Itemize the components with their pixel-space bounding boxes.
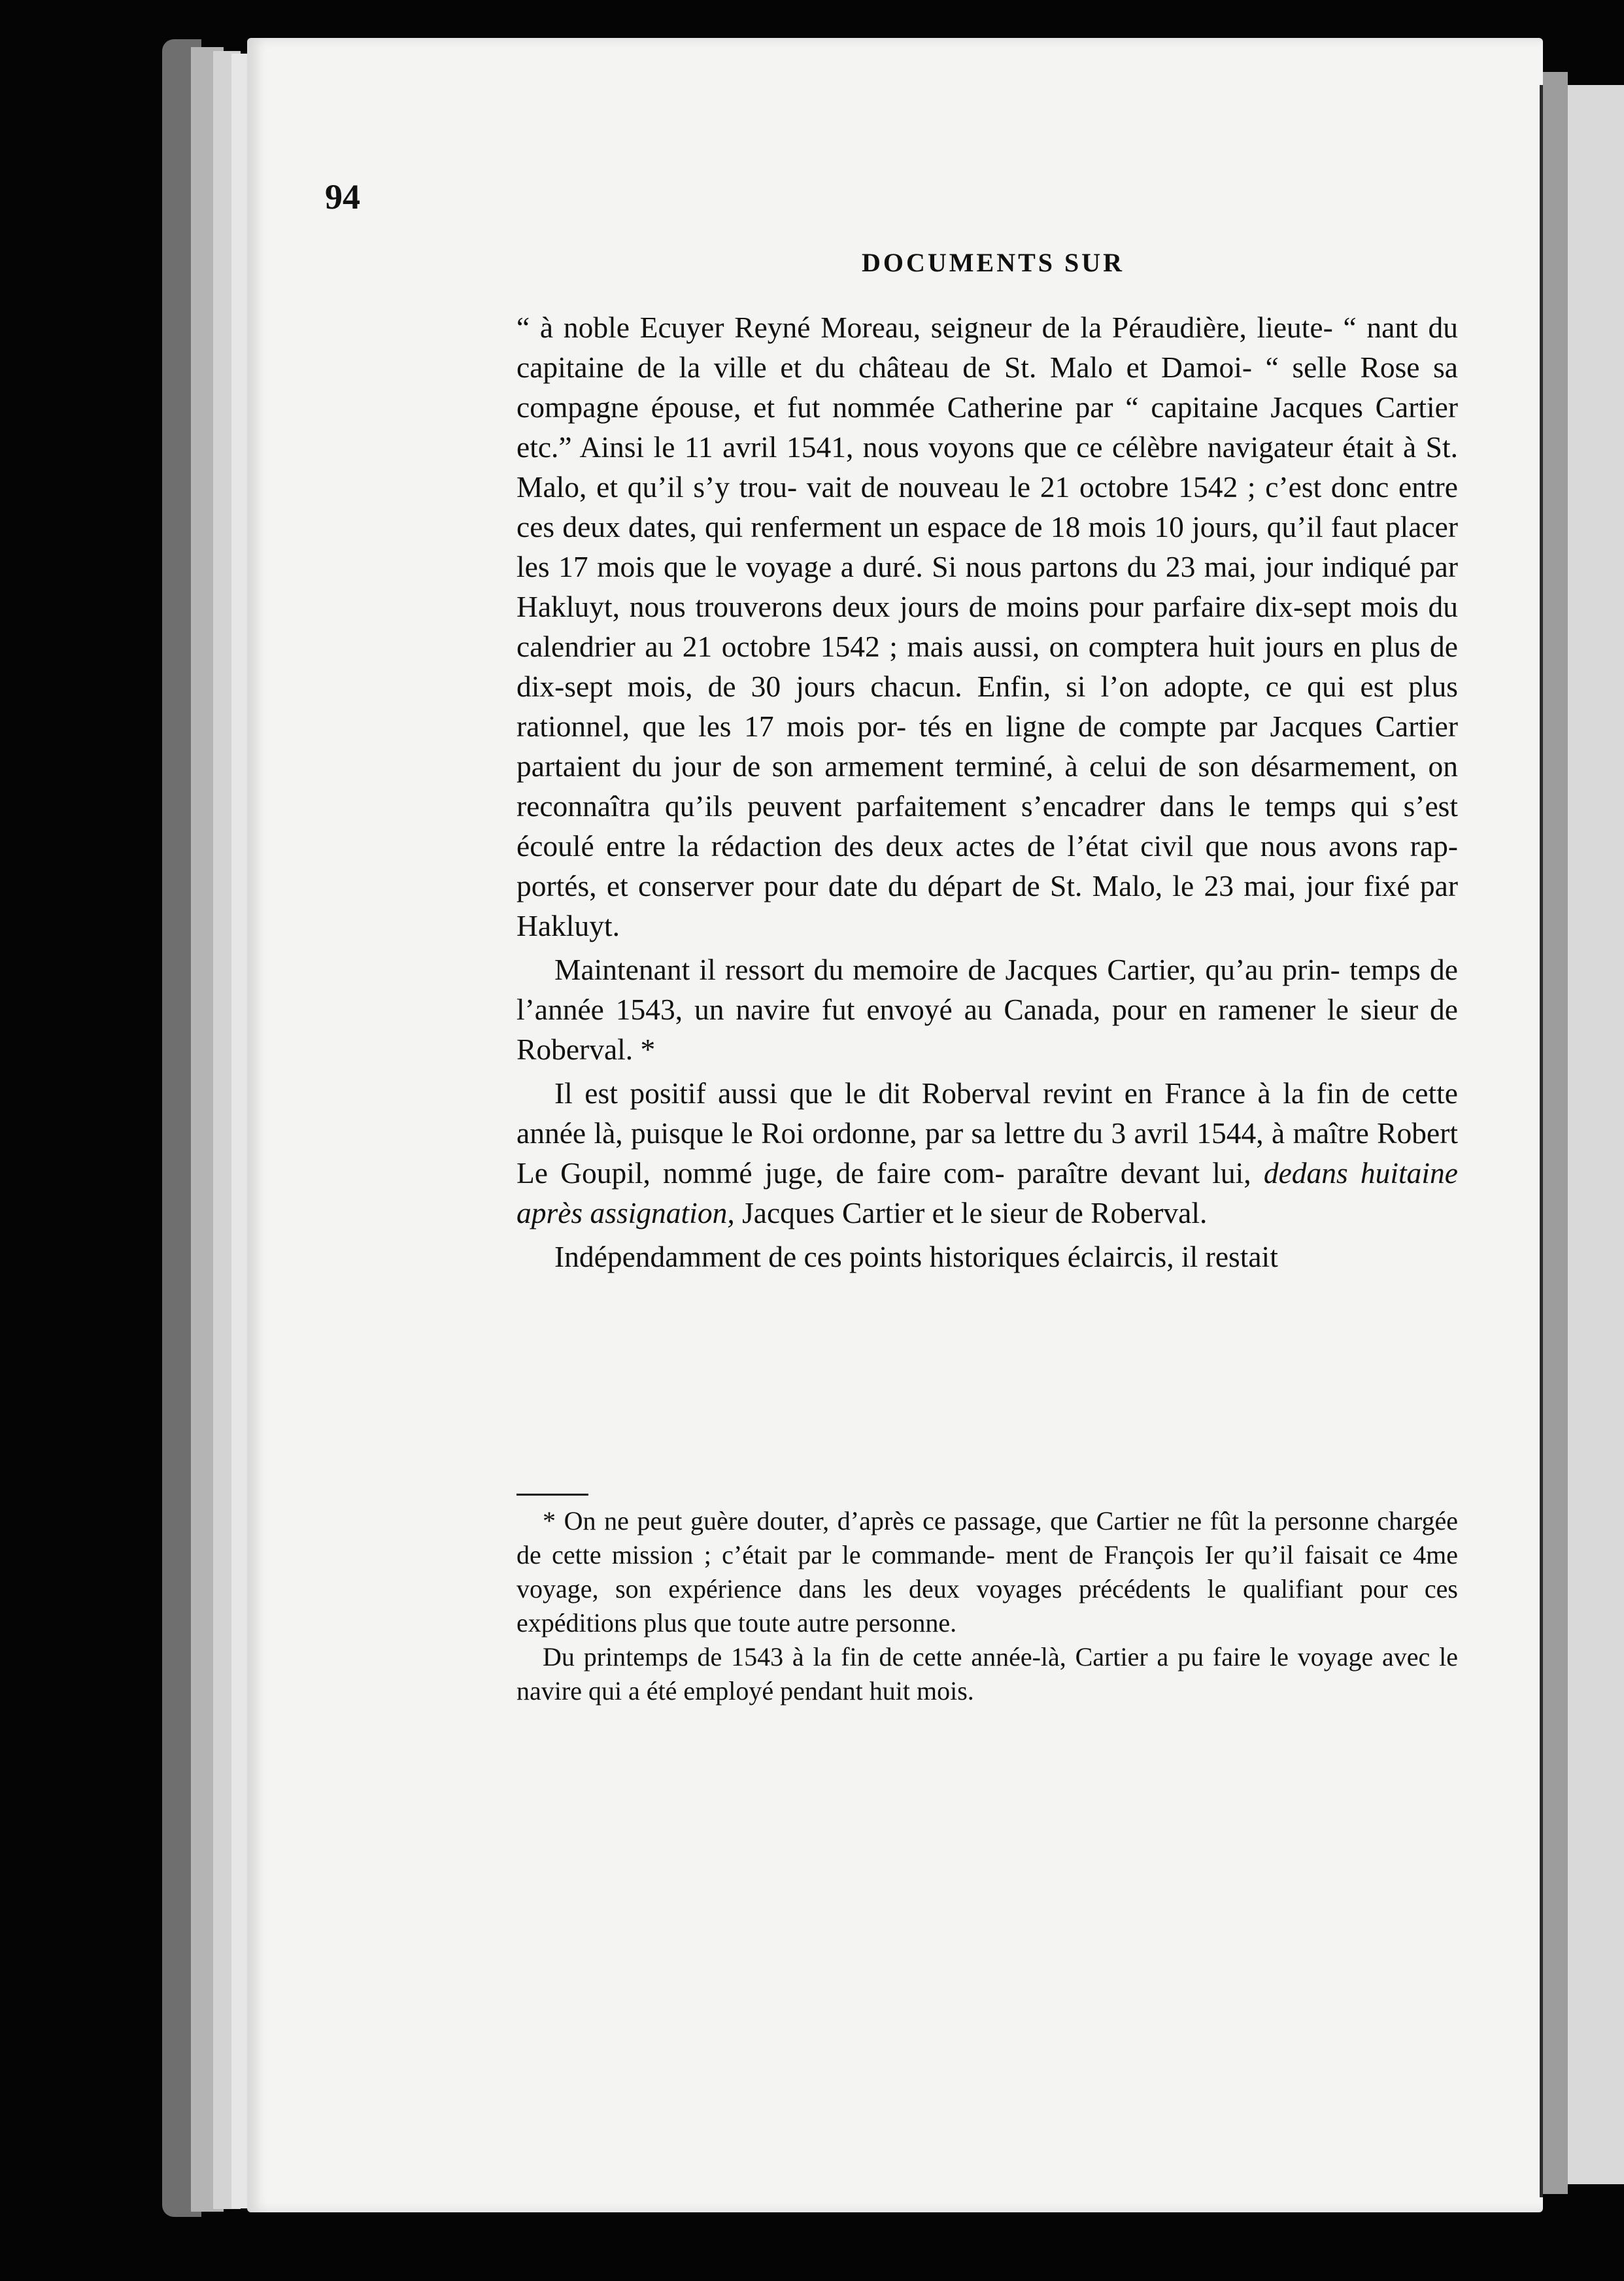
footnote-rule bbox=[516, 1494, 588, 1496]
running-title: DOCUMENTS SUR bbox=[862, 248, 1125, 277]
paragraph-3-start: Il est positif aussi que le dit Roberval revint en France à la fin de cette année là, puisque le Roi ordonne, par sa lettre du 3 avril 1544, à maître Robert Le Goupil, nommé juge, de faire com- paraître devant lui, bbox=[516, 1076, 1458, 1190]
paragraph-3-italic: dedans huitaine après assignation, bbox=[516, 1156, 1458, 1229]
page-gutter-line bbox=[1540, 85, 1543, 2197]
footnotes bbox=[516, 1504, 1458, 1708]
paragraph-4: Indépendamment de ces points historiques éclaircis, il restait bbox=[554, 1240, 1278, 1273]
page-number: 94 bbox=[325, 177, 360, 216]
paragraph-3 bbox=[516, 1073, 1458, 1233]
paragraph-1: “ à noble Ecuyer Reyné Moreau, seigneur de la Péraudière, lieute- “ nant du capitaine de la ville et du château de St. Malo et Damoi- “ selle Rose sa compagne épouse, et fut nommée Catherine par “ capitaine Jacques Cartier etc.” Ainsi le 11 avril 1541, nous voyons que ce célèbre navigateur était à St. Malo, et qu’il s’y trou- vait de nouveau le 21 octobre 1542 ; c’est donc entre ces deux dates, qui renferment un espace de 18 mois 10 jours, qu’il faut placer les 17 mois que le voyage a duré. Si nous partons du 23 mai, jour indiqué par Hakluyt, nous trouverons deux jours de moins pour parfaire dix-sept mois du calendrier au 21 octobre 1542 ; mais aussi, on comptera huit jours en plus de dix-sept mois, de 30 jours chacun. Enfin, si l’on adopte, ce qui est plus rationnel, que les 17 mois por- tés en ligne de compte par Jacques Cartier partaient du jour de son armement terminé, à celui de son désarmement, on reconnaîtra qu’ils peuvent parfaitement s’encadrer dans le temps qui s’est écoulé entre la rédaction des deux actes de l’état civil que nous avons rap- portés, et conserver pour date du départ de St. Malo, le 23 mai, jour fixé par Hakluyt. bbox=[516, 311, 1458, 942]
gutter-shadow bbox=[1542, 72, 1568, 2194]
body-text bbox=[516, 307, 1458, 1277]
paragraph-3-end: Jacques Cartier et le sieur de Roberval. bbox=[742, 1196, 1208, 1229]
footnote-1: * On ne peut guère douter, d’après ce passage, que Cartier ne fût la personne chargée de cette mission ; c’était par le commande- ment de François Ier qu’il faisait ce 4me voyage, son expérience dans les deux voyages précédents le qualifiant pour ces expéditions plus que toute autre personne. bbox=[516, 1506, 1458, 1638]
paragraph-2: Maintenant il ressort du memoire de Jacques Cartier, qu’au prin- temps de l’année 1543, un navire fut envoyé au Canada, pour en ramener le sieur de Roberval. * bbox=[516, 953, 1458, 1066]
facing-page-edge bbox=[1568, 85, 1624, 2184]
footnote-2: Du printemps de 1543 à la fin de cette année-là, Cartier a pu faire le voyage avec le navire qui a été employé pendant huit mois. bbox=[516, 1642, 1458, 1706]
